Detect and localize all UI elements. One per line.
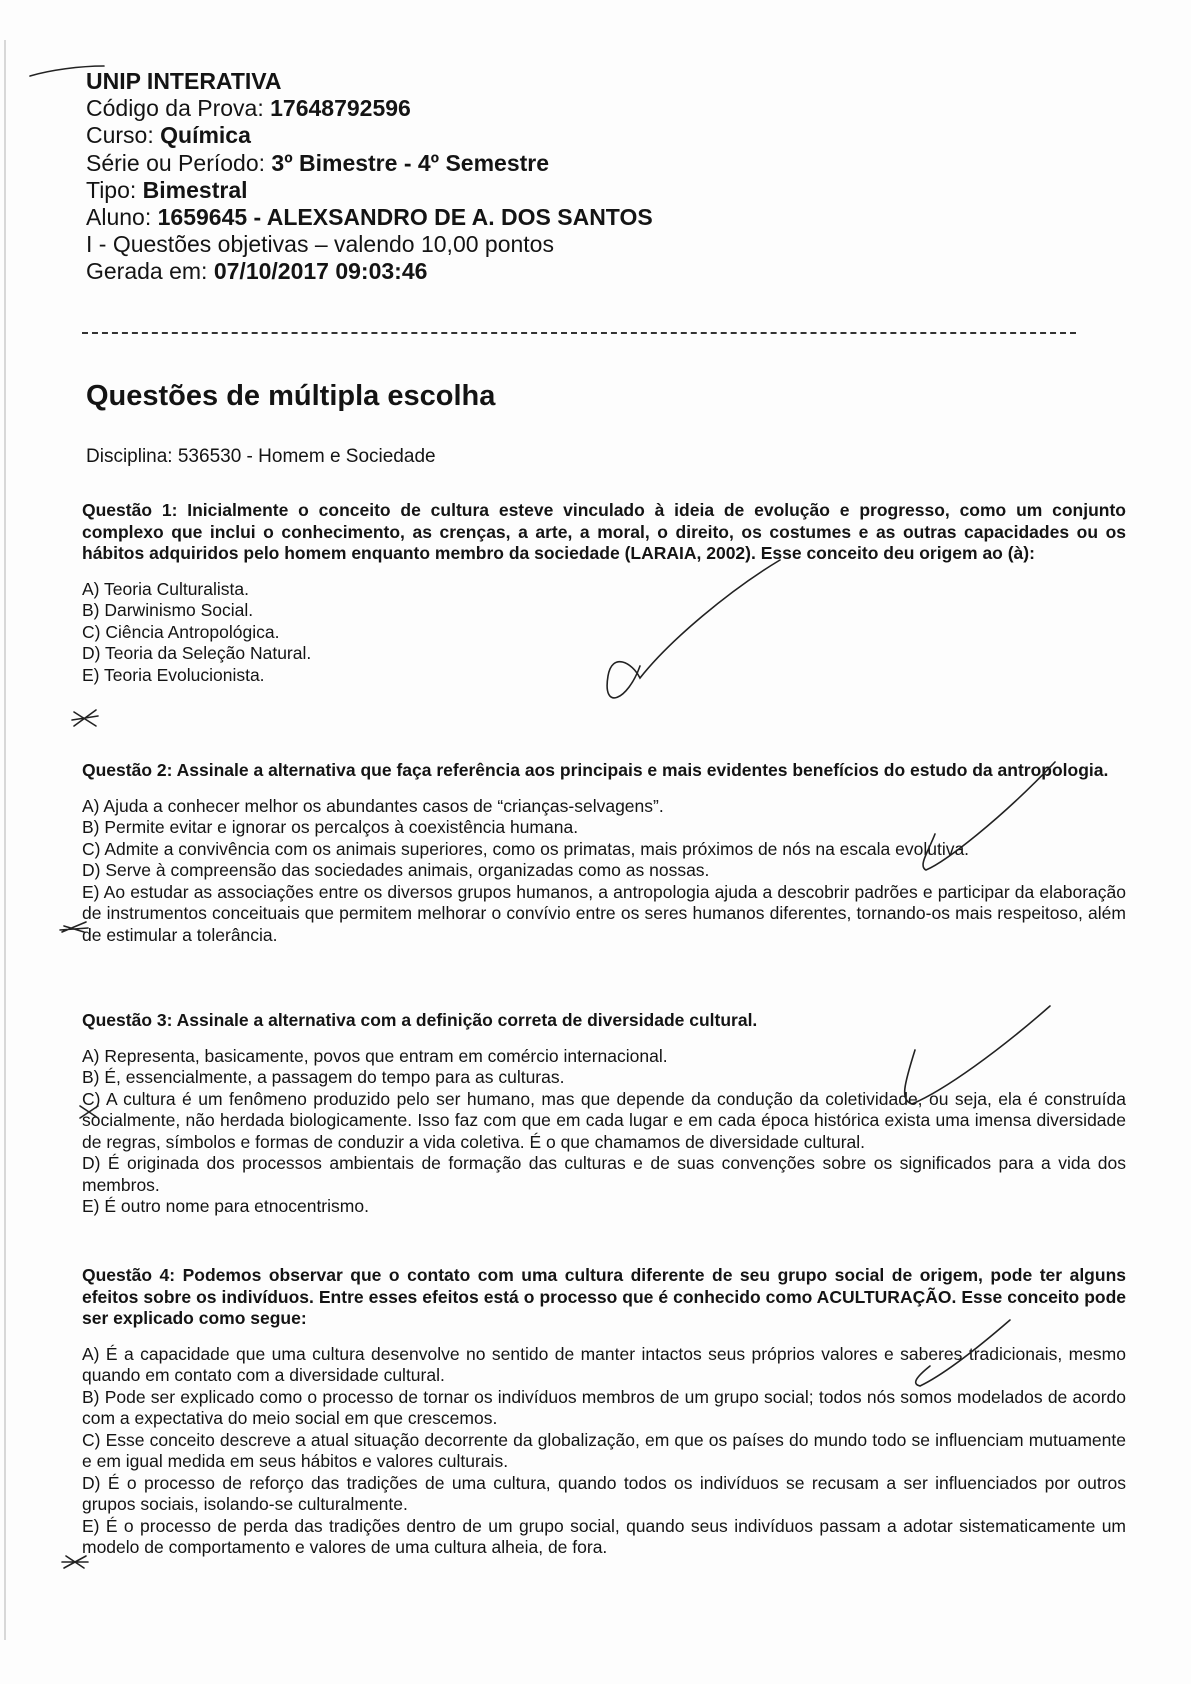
answer-mark-q1 [72, 710, 98, 726]
option-d: D) É originada dos processos ambientais de formação das culturas e de suas convenções sobre os significados para a vida dos membros. [82, 1153, 1126, 1195]
option-a: A) Teoria Culturalista. [82, 578, 249, 599]
question-1 [82, 500, 1126, 686]
option-c: C) A cultura é um fenômeno produzido pelo ser humano, mas que depende da condução da coletividade, ou seja, ela é construída socialmente, não herdada biologicamente. Isso faz com que em cada lugar e em cada época histórica exista uma imensa diversidade de regras, símbolos e formas de conduzir a vida coletiva. É o que chamamos de diversidade cultural. [82, 1088, 1126, 1152]
option-e: E) Teoria Evolucionista. [82, 664, 265, 685]
generated-date: 07/10/2017 09:03:46 [213, 258, 428, 285]
exam-header [86, 68, 653, 286]
question-2 [82, 760, 1126, 946]
option-c: C) Admite a convivência com os animais superiores, como os primatas, mais próximos de nós na escala evolutiva. [82, 838, 970, 859]
student-name: 1659645 - ALEXSANDRO DE A. DOS SANTOS [157, 204, 653, 231]
section-info: I - Questões objetivas – valendo 10,00 pontos [86, 231, 554, 258]
option-d: D) É o processo de reforço das tradições de uma cultura, quando todos os indivíduos se recusam a ser influenciados por outros grupos sociais, isolando-se culturalmente. [82, 1472, 1126, 1514]
option-b: B) É, essencialmente, a passagem do tempo para as culturas. [82, 1067, 565, 1087]
institution-name: UNIP INTERATIVA [86, 68, 282, 94]
section-title: Questões de múltipla escolha [86, 380, 496, 412]
option-d: D) Serve à compreensão das sociedades animais, organizadas como as nossas. [82, 860, 710, 880]
option-d: D) Teoria da Seleção Natural. [82, 643, 312, 663]
option-c: C) Ciência Antropológica. [82, 621, 280, 642]
course-name: Química [160, 122, 251, 149]
options-list [82, 796, 1126, 947]
question-text: Questão 1: Inicialmente o conceito de cultura esteve vinculado à ideia de evolução e progresso, como um conjunto complexo que inclui o conhecimento, as crenças, a arte, a moral, o direito, os costumes e as outras capacidades ou os hábitos adquiridos pelo homem enquanto membro da sociedade (LARAIA, 2002). Esse conceito deu origem ao (à): [82, 500, 1126, 563]
options-list [82, 579, 1126, 687]
discipline-label: Disciplina: 536530 - Homem e Sociedade [86, 446, 436, 467]
option-b: B) Darwinismo Social. [82, 600, 254, 620]
option-a: A) Ajuda a conhecer melhor os abundantes casos de “crianças-selvagens”. [82, 795, 664, 816]
option-b: B) Pode ser explicado como o processo de tornar os indivíduos membros de um grupo social; todos nós somos modelados de acordo com a expectativa do meio social em que crescemos. [82, 1386, 1126, 1428]
type-row: Tipo: Bimestral [86, 176, 248, 203]
option-a: A) É a capacidade que uma cultura desenvolve no sentido de manter intactos seus próprios valores e saberes tradicionais, mesmo quando em contato com a diversidade cultural. [82, 1343, 1126, 1385]
separator-line [82, 332, 1076, 334]
options-list [82, 1344, 1126, 1559]
generated-row: Gerada em: 07/10/2017 09:03:46 [86, 258, 428, 285]
period-row: Série ou Período: 3º Bimestre - 4º Semestre [86, 149, 550, 176]
period-value: 3º Bimestre - 4º Semestre [271, 149, 550, 176]
question-text: Questão 4: Podemos observar que o contato com uma cultura diferente de seu grupo social de origem, pode ter alguns efeitos sobre os indivíduos. Entre esses efeitos está o processo que é conhecido como ACULTURAÇÃO. Esse conceito pode ser explicado como segue: [82, 1265, 1126, 1328]
question-3 [82, 1010, 1126, 1218]
option-a: A) Representa, basicamente, povos que entram em comércio internacional. [82, 1045, 668, 1066]
question-text: Questão 3: Assinale a alternativa com a definição correta de diversidade cultural. [82, 1010, 758, 1030]
student-row: Aluno: 1659645 - ALEXSANDRO DE A. DOS SANTOS [86, 204, 653, 231]
options-list [82, 1046, 1126, 1218]
option-e: E) É o processo de perda das tradições dentro de um grupo social, quando seus indivíduos passam a adotar sistematicamente um modelo de comportamento e valores de uma cultura alheia, de fora. [82, 1515, 1126, 1557]
option-e: E) É outro nome para etnocentrismo. [82, 1196, 369, 1216]
type-value: Bimestral [142, 176, 248, 203]
scan-edge [4, 40, 6, 1640]
course-row: Curso: Química [86, 122, 251, 149]
option-e: E) Ao estudar as associações entre os diversos grupos humanos, a antropologia ajuda a descobrir padrões e participar da elaboração de instrumentos conceituais que permitem melhorar o convívio entre os seres humanos diferentes, tornando-os mais respeitoso, além de estimular a tolerância. [82, 881, 1126, 945]
option-c: C) Esse conceito descreve a atual situação decorrente da globalização, em que os países do mundo todo se influenciam mutuamente e em igual medida em seus hábitos e valores culturais. [82, 1429, 1126, 1471]
exam-code: 17648792596 [270, 95, 411, 122]
question-text: Questão 2: Assinale a alternativa que faça referência aos principais e mais evidentes benefícios do estudo da antropologia. [82, 760, 1109, 780]
option-b: B) Permite evitar e ignorar os percalços à coexistência humana. [82, 817, 579, 837]
exam-code-row: Código da Prova: 17648792596 [86, 95, 411, 122]
question-4 [82, 1265, 1126, 1559]
